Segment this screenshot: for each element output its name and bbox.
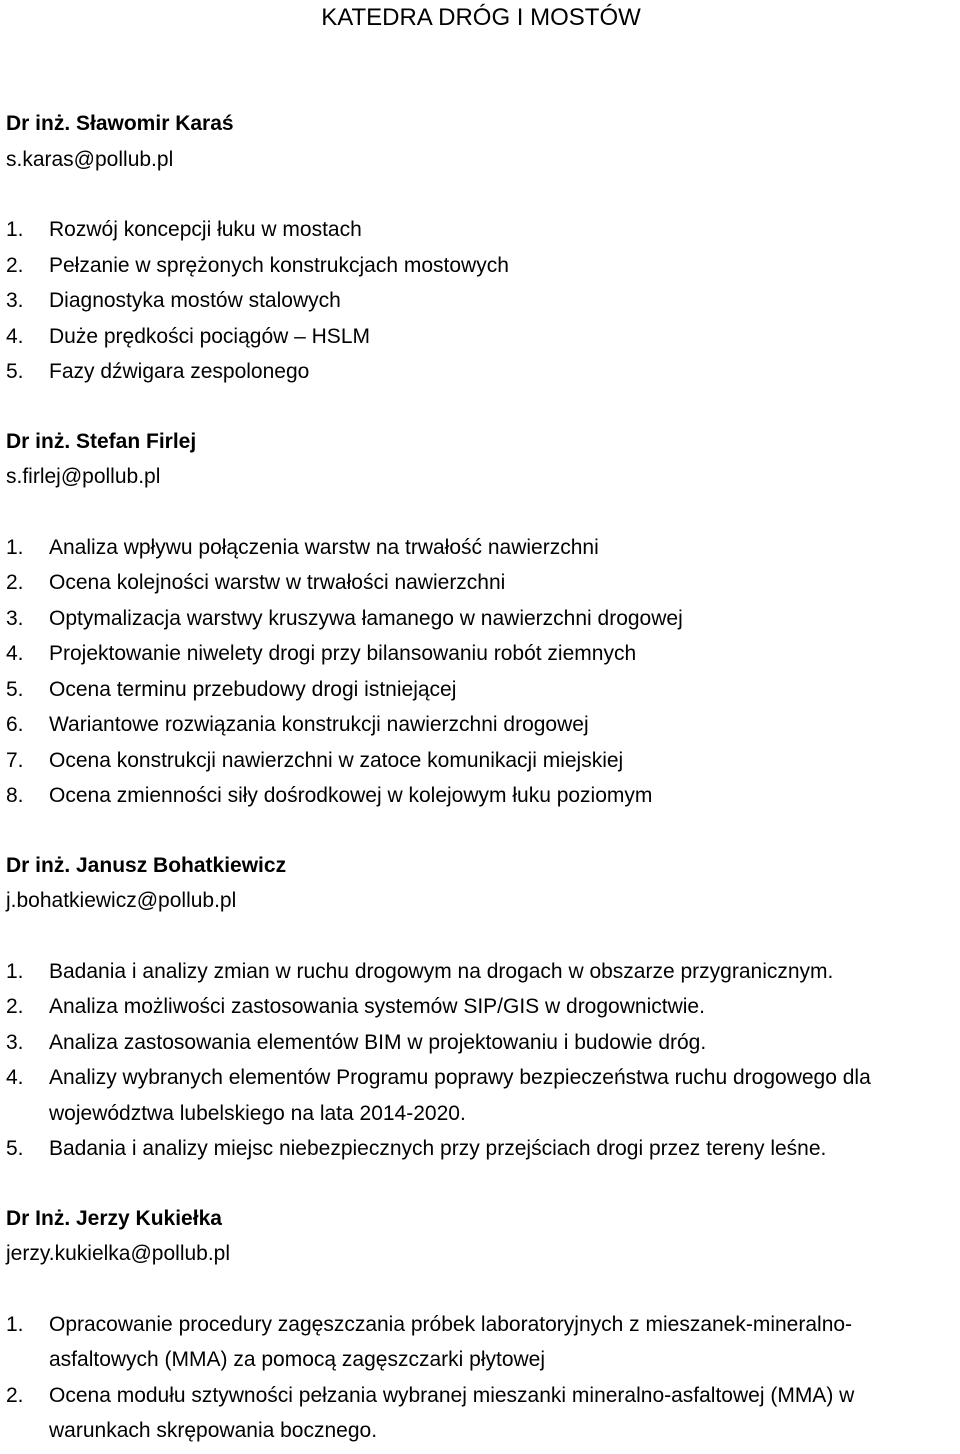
topic-list: [6, 530, 956, 814]
author-email: s.firlej@pollub.pl: [6, 465, 161, 488]
topic-text: Duże prędkości pociągów – HSLM: [49, 324, 370, 348]
topic-number: 3.: [6, 289, 24, 312]
topic-number: 4.: [6, 324, 24, 348]
author-name: Dr inż. Sławomir Karaś: [6, 112, 234, 135]
topic-item: [6, 283, 956, 319]
topic-text: Analiza zastosowania elementów BIM w projektowaniu i budowie dróg.: [49, 1030, 707, 1054]
topic-text: Rozwój koncepcji łuku w mostach: [49, 218, 362, 241]
topic-text: Fazy dźwigara zespolonego: [49, 360, 310, 383]
topic-text: Ocena zmienności siły dośrodkowej w kolejowym łuku poziomym: [49, 784, 653, 807]
topic-item: [6, 1378, 956, 1449]
topic-number: 1.: [6, 1312, 24, 1336]
page-title: KATEDRA DRÓG I MOSTÓW: [321, 4, 641, 31]
supervisor-section-karas: [6, 106, 956, 390]
topic-number: 4.: [6, 642, 24, 665]
topic-text: Ocena terminu przebudowy drogi istniejącej: [49, 677, 457, 701]
topic-item: [6, 1307, 956, 1378]
topic-item: [6, 212, 956, 248]
author-email: s.karas@pollub.pl: [6, 147, 174, 171]
topic-number: 4.: [6, 1066, 24, 1089]
topic-number: 2.: [6, 571, 24, 594]
topic-text: Projektowanie niwelety drogi przy bilansowaniu robót ziemnych: [49, 642, 637, 665]
topic-text: Diagnostyka mostów stalowych: [49, 289, 341, 312]
supervisor-section-kukielka: [6, 1201, 956, 1449]
topic-text: Ocena modułu sztywności pełzania wybranej mieszanki mineralno-asfaltowej (MMA) w warunkach skrępowania bocznego.: [49, 1383, 855, 1442]
topic-text: Analiza możliwości zastosowania systemów SIP/GIS w drogownictwie.: [49, 995, 705, 1018]
topic-item: [6, 248, 956, 284]
topic-item: [6, 672, 956, 708]
topic-text: Badania i analizy zmian w ruchu drogowym na drogach w obszarze przygranicznym.: [49, 959, 834, 983]
author-name: Dr inż. Stefan Firlej: [6, 429, 197, 453]
topic-list: [6, 1307, 956, 1449]
topic-item: [6, 636, 956, 672]
topic-item: [6, 530, 956, 566]
topic-item: [6, 319, 956, 355]
topic-item: [6, 743, 956, 779]
topic-item: [6, 1025, 956, 1061]
topic-item: [6, 778, 956, 814]
topic-number: 8.: [6, 784, 24, 807]
author-name: Dr Inż. Jerzy Kukiełka: [6, 1206, 222, 1230]
topic-list: [6, 954, 956, 1167]
topic-text: Pełzanie w sprężonych konstrukcjach mostowych: [49, 253, 509, 277]
topic-text: Badania i analizy miejsc niebezpiecznych przy przejściach drogi przez tereny leśne.: [49, 1137, 827, 1160]
topic-item: [6, 1060, 956, 1131]
author-email: jerzy.kukielka@pollub.pl: [6, 1242, 231, 1265]
supervisor-section-bohatkiewicz: [6, 848, 956, 1167]
topic-text: Ocena konstrukcji nawierzchni w zatoce komunikacji miejskiej: [49, 748, 624, 772]
topic-number: 3.: [6, 1030, 24, 1054]
topic-number: 5.: [6, 360, 24, 383]
topic-number: 5.: [6, 677, 24, 701]
topic-number: 2.: [6, 995, 24, 1018]
topic-item: [6, 1131, 956, 1167]
supervisor-section-firlej: [6, 424, 956, 814]
topic-number: 7.: [6, 748, 24, 772]
topic-item: [6, 707, 956, 743]
topic-number: 1.: [6, 959, 24, 983]
topic-text: Analizy wybranych elementów Programu poprawy bezpieczeństwa ruchu drogowego dla województwa lubelskiego na lata 2014-2020.: [49, 1066, 871, 1125]
topic-item: [6, 354, 956, 390]
topic-text: Ocena kolejności warstw w trwałości nawierzchni: [49, 571, 506, 594]
topic-item: [6, 565, 956, 601]
topic-number: 2.: [6, 253, 24, 277]
topic-number: 3.: [6, 606, 24, 630]
author-email: j.bohatkiewicz@pollub.pl: [6, 889, 237, 912]
topic-number: 6.: [6, 713, 24, 736]
author-name: Dr inż. Janusz Bohatkiewicz: [6, 853, 287, 877]
topic-text: Wariantowe rozwiązania konstrukcji nawierzchni drogowej: [49, 713, 589, 736]
topic-number: 1.: [6, 218, 24, 241]
topic-item: [6, 601, 956, 637]
topic-number: 1.: [6, 535, 24, 559]
topic-text: Optymalizacja warstwy kruszywa łamanego w nawierzchni drogowej: [49, 606, 683, 630]
topic-item: [6, 989, 956, 1025]
topic-text: Analiza wpływu połączenia warstw na trwałość nawierzchni: [49, 535, 599, 559]
topic-item: [6, 954, 956, 990]
topic-text: Opracowanie procedury zagęszczania próbek laboratoryjnych z mieszanek-mineralno-asfaltowych (MMA) za pomocą zagęszczarki płytowej: [49, 1312, 853, 1371]
topic-number: 5.: [6, 1137, 24, 1160]
topic-list: [6, 212, 956, 390]
topic-number: 2.: [6, 1383, 24, 1407]
